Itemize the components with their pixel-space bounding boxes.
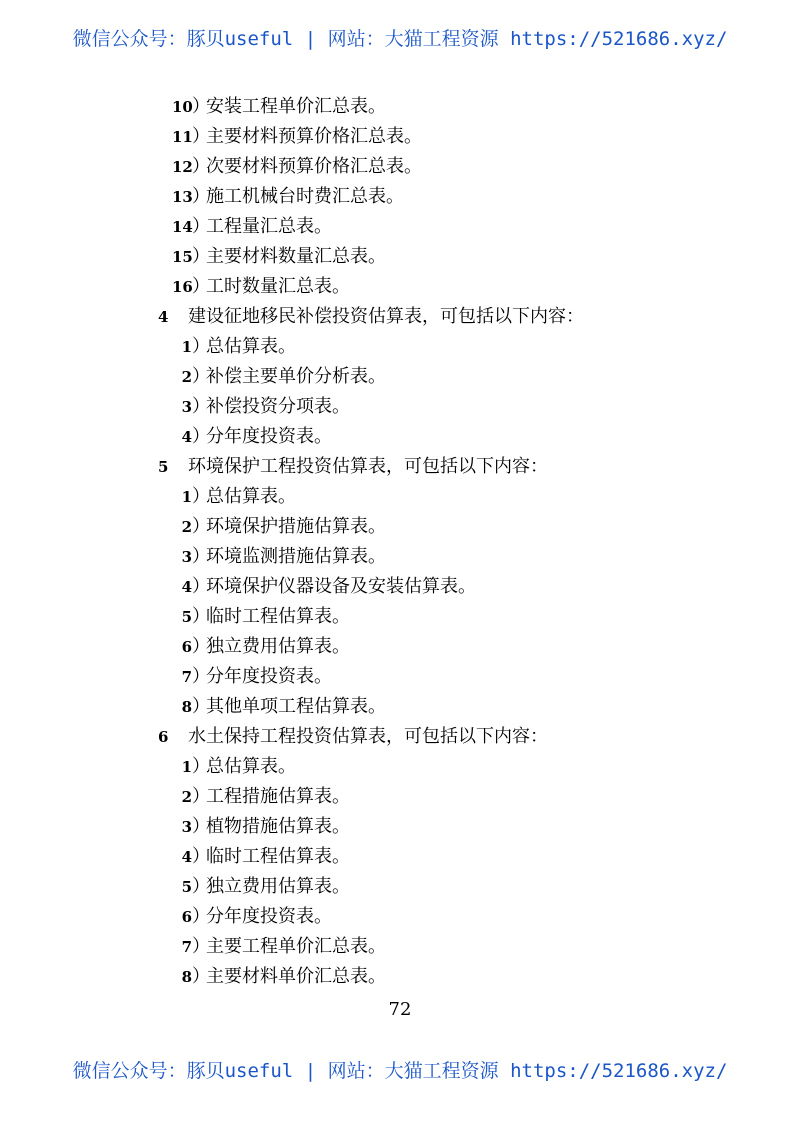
list-item [0,242,386,272]
item-text: 分年度投资表。 [206,426,332,447]
banner-url-link[interactable]: https://521686.xyz/ [510,28,728,50]
item-number: 4 [181,428,192,446]
list-item [0,482,296,512]
item-text: 工时数量汇总表。 [206,276,350,297]
list-item [0,272,350,302]
item-text: 主要材料单价汇总表。 [206,966,386,987]
item-paren: ） [192,486,210,507]
item-text: 临时工程估算表。 [206,606,350,627]
item-paren: ） [192,516,210,537]
banner-separator: | [304,1060,317,1082]
item-text: 工程措施估算表。 [206,786,350,807]
item-number: 13 [172,188,193,206]
list-item [0,122,422,152]
section-heading [0,452,548,482]
item-text: 主要材料数量汇总表。 [206,246,386,267]
footer-banner [0,1059,800,1083]
item-text: 环境保护工程投资估算表，可包括以下内容： [188,456,548,477]
list-item [0,932,386,962]
item-number: 7 [181,938,192,956]
item-text: 其他单项工程估算表。 [206,696,386,717]
item-text: 次要材料预算价格汇总表。 [206,156,422,177]
item-text: 补偿主要单价分析表。 [206,366,386,387]
item-paren: ） [192,636,210,657]
list-item [0,962,386,992]
item-text: 总估算表。 [206,486,296,507]
item-paren: ） [192,906,210,927]
list-item [0,692,386,722]
banner-site-label: 网站：大猫工程资源 [327,28,499,50]
item-text: 植物措施估算表。 [206,816,350,837]
item-paren: ） [192,876,210,897]
item-number: 5 [158,458,169,476]
item-number: 10 [172,98,193,116]
item-paren: ） [192,966,210,987]
list-item [0,212,332,242]
list-item [0,512,386,542]
list-item [0,542,386,572]
item-paren: ） [192,396,210,417]
item-number: 4 [181,848,192,866]
item-paren: ） [192,666,210,687]
list-item [0,842,350,872]
item-number: 12 [172,158,193,176]
item-text: 主要材料预算价格汇总表。 [206,126,422,147]
item-text: 分年度投资表。 [206,666,332,687]
item-text: 补偿投资分项表。 [206,396,350,417]
list-item [0,602,350,632]
item-number: 3 [181,398,192,416]
item-paren: ） [192,816,210,837]
list-item [0,392,350,422]
item-paren: ） [192,426,210,447]
banner-separator: | [304,28,317,50]
item-paren: ） [192,96,210,117]
banner-site-label: 网站：大猫工程资源 [327,1060,499,1082]
item-number: 1 [181,338,192,356]
item-paren: ） [192,756,210,777]
item-number: 16 [172,278,193,296]
item-number: 4 [181,578,192,596]
list-item [0,152,422,182]
item-paren: ） [192,246,210,267]
item-paren: ） [192,606,210,627]
item-paren: ） [192,126,210,147]
item-number: 3 [181,818,192,836]
item-paren: ） [192,546,210,567]
item-number: 6 [181,908,192,926]
list-item [0,182,404,212]
item-paren: ） [192,186,210,207]
item-text: 安装工程单价汇总表。 [206,96,386,117]
item-text: 环境保护措施估算表。 [206,516,386,537]
item-text: 环境监测措施估算表。 [206,546,386,567]
section-heading [0,302,584,332]
header-banner [0,27,800,51]
item-number: 8 [181,698,192,716]
list-item [0,422,332,452]
item-text: 分年度投资表。 [206,906,332,927]
banner-wechat-label: 微信公众号：豚贝useful [72,1060,294,1082]
list-item [0,632,350,662]
list-item [0,782,350,812]
item-number: 6 [181,638,192,656]
item-number: 7 [181,668,192,686]
item-text: 总估算表。 [206,756,296,777]
item-text: 水土保持工程投资估算表，可包括以下内容： [188,726,548,747]
item-paren: ） [192,936,210,957]
list-item [0,362,386,392]
item-paren: ） [192,576,210,597]
banner-url-link[interactable]: https://521686.xyz/ [510,1060,728,1082]
item-paren: ） [192,336,210,357]
item-number: 5 [181,878,192,896]
item-paren: ） [192,786,210,807]
list-item [0,92,386,122]
item-number: 1 [181,758,192,776]
item-paren: ） [192,696,210,717]
list-item [0,572,476,602]
section-heading [0,722,548,752]
item-paren: ） [192,216,210,237]
item-number: 8 [181,968,192,986]
item-number: 14 [172,218,193,236]
item-number: 15 [172,248,193,266]
list-item [0,872,350,902]
item-number: 6 [158,728,169,746]
item-text: 临时工程估算表。 [206,846,350,867]
item-text: 主要工程单价汇总表。 [206,936,386,957]
item-text: 独立费用估算表。 [206,876,350,897]
banner-wechat-label: 微信公众号：豚贝useful [72,28,294,50]
item-number: 1 [181,488,192,506]
item-paren: ） [192,276,210,297]
item-number: 2 [181,518,192,536]
item-number: 4 [158,308,169,326]
item-text: 总估算表。 [206,336,296,357]
item-paren: ） [192,156,210,177]
page-number: 72 [388,999,412,1020]
item-text: 独立费用估算表。 [206,636,350,657]
item-number: 11 [172,128,193,146]
list-item [0,332,296,362]
item-paren: ） [192,846,210,867]
item-text: 建设征地移民补偿投资估算表，可包括以下内容： [188,306,584,327]
item-number: 2 [181,788,192,806]
item-number: 5 [181,608,192,626]
item-text: 工程量汇总表。 [206,216,332,237]
item-text: 环境保护仪器设备及安装估算表。 [206,576,476,597]
item-paren: ） [192,366,210,387]
item-number: 3 [181,548,192,566]
list-item [0,812,350,842]
list-item [0,752,296,782]
item-text: 施工机械台时费汇总表。 [206,186,404,207]
item-number: 2 [181,368,192,386]
list-item [0,902,332,932]
list-item [0,662,332,692]
